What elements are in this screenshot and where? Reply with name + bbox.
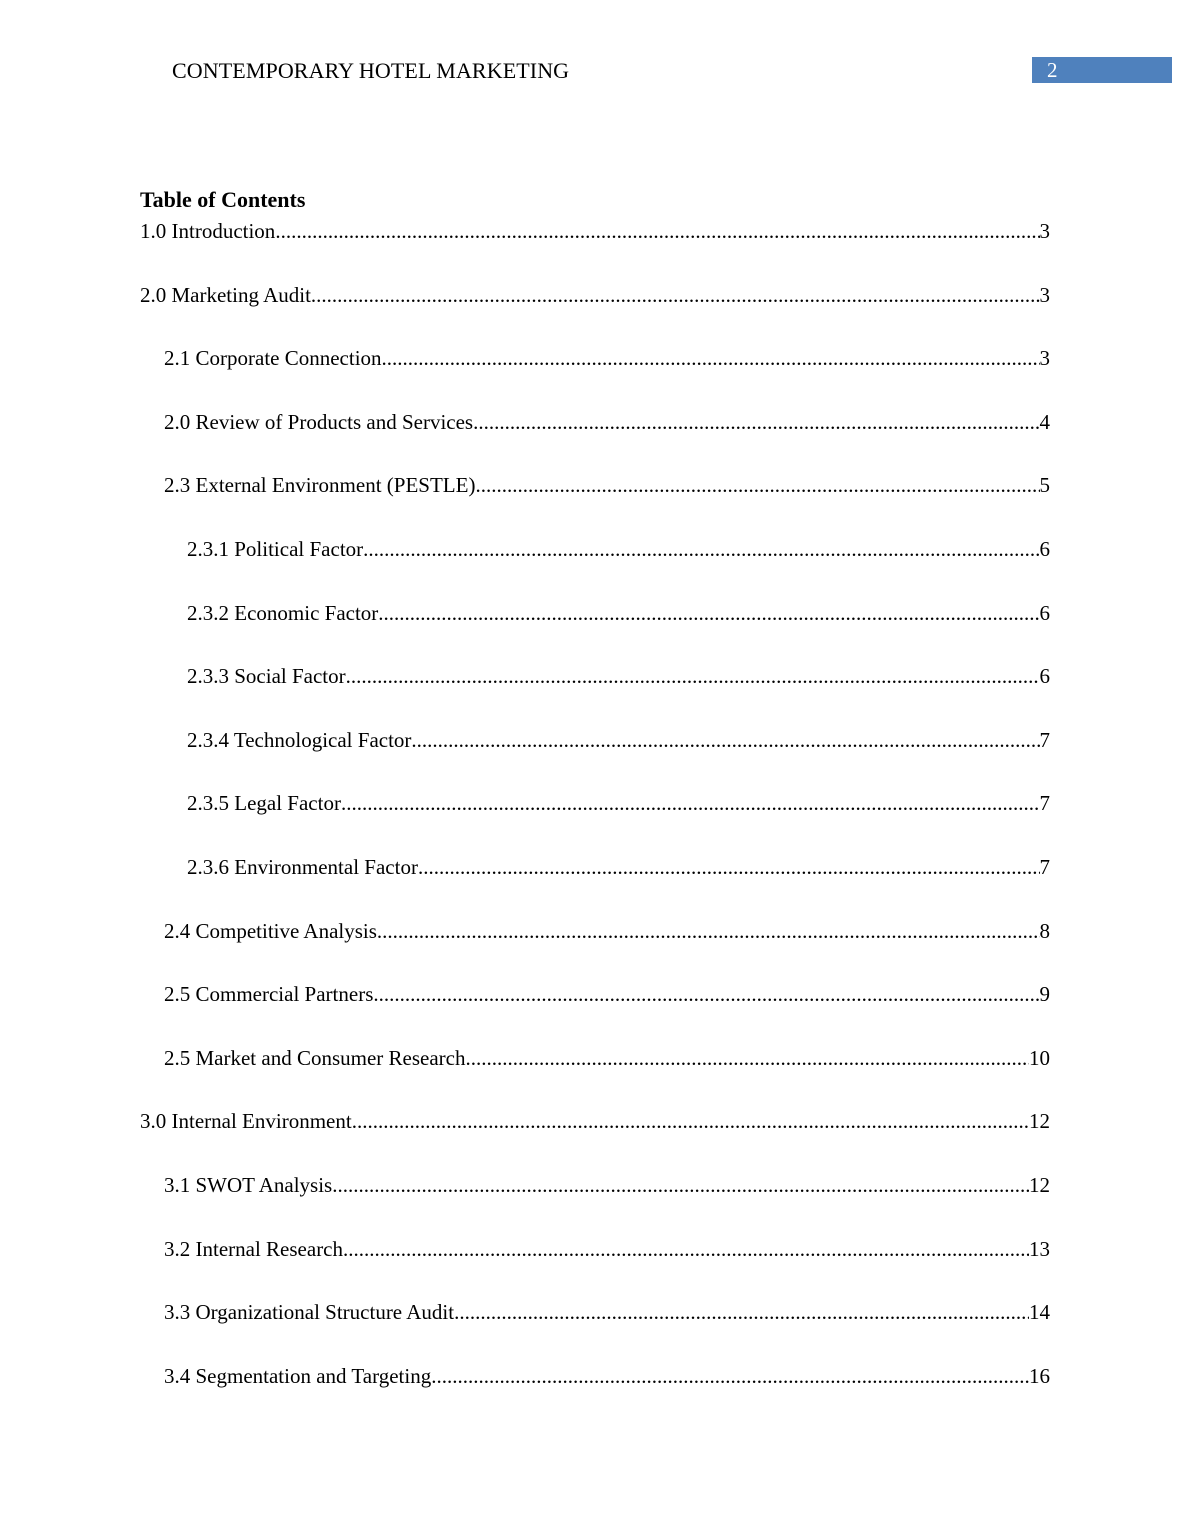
toc-entry-page: 3 <box>1039 346 1050 371</box>
toc-leader-dots <box>332 1171 1029 1199</box>
toc-entry-text: 3.3 Organizational Structure Audit <box>164 1300 455 1325</box>
toc-entry-text: 1.0 Introduction <box>140 219 276 243</box>
toc-entry-page: 3 <box>1039 219 1050 243</box>
toc-entry[interactable] <box>140 599 1050 663</box>
toc-entry-text: 3.1 SWOT Analysis <box>164 1172 333 1197</box>
toc-leader-dots <box>352 1107 1029 1135</box>
toc-entry[interactable] <box>140 1171 1050 1235</box>
toc-entry[interactable] <box>140 344 1050 408</box>
toc-entry-page: 7 <box>1039 727 1050 752</box>
toc-leader-dots <box>341 789 1040 817</box>
toc-entry-page: 12 <box>1029 1172 1050 1197</box>
toc-entry[interactable] <box>140 917 1050 981</box>
toc-entry-text: 3.2 Internal Research <box>164 1236 344 1261</box>
toc-entry-page: 9 <box>1039 982 1050 1007</box>
toc-entry-text: 2.3.5 Legal Factor <box>187 791 341 816</box>
toc-leader-dots <box>363 535 1039 563</box>
toc-entry-page: 7 <box>1039 854 1050 879</box>
toc-entry-text: 2.3.2 Economic Factor <box>187 600 379 625</box>
toc-entry[interactable] <box>140 281 1050 345</box>
toc-entry[interactable] <box>140 1362 1050 1426</box>
toc-leader-dots <box>373 980 1039 1008</box>
toc-entry-text: 2.3.6 Environmental Factor <box>187 854 418 879</box>
toc-entry-text: 2.0 Review of Products and Services <box>164 409 474 434</box>
toc-entry-text: 2.3 External Environment (PESTLE) <box>164 473 476 498</box>
toc-leader-dots <box>346 662 1040 690</box>
toc-leader-dots <box>431 1362 1029 1390</box>
toc-leader-dots <box>378 599 1039 627</box>
toc-entry-page: 6 <box>1039 664 1050 689</box>
toc-leader-dots <box>382 344 1040 372</box>
toc-title: Table of Contents <box>140 187 306 212</box>
toc-entry-text: 2.0 Marketing Audit <box>140 282 311 307</box>
page-number-badge <box>1032 57 1172 83</box>
toc-entry[interactable] <box>140 1107 1050 1171</box>
toc-entry-page: 13 <box>1029 1236 1050 1261</box>
toc-leader-dots <box>343 1235 1029 1263</box>
toc-leader-dots <box>411 726 1039 754</box>
toc-entry[interactable] <box>140 789 1050 853</box>
toc-entry[interactable] <box>140 1235 1050 1299</box>
toc-entry-page: 12 <box>1029 1109 1050 1134</box>
toc-entry-page: 4 <box>1039 409 1050 434</box>
toc-entry-page: 16 <box>1029 1363 1050 1388</box>
toc-entry[interactable] <box>140 535 1050 599</box>
page-number: 2 <box>1047 58 1058 82</box>
toc-entry-text: 2.4 Competitive Analysis <box>164 918 377 943</box>
toc-leader-dots <box>377 917 1040 945</box>
toc-entry[interactable] <box>140 662 1050 726</box>
toc-leader-dots <box>475 471 1039 499</box>
toc-leader-dots <box>275 217 1039 245</box>
toc-leader-dots <box>454 1298 1029 1326</box>
toc-entry-page: 10 <box>1029 1045 1050 1070</box>
toc-entry-text: 2.3.3 Social Factor <box>187 664 346 689</box>
toc-entry-text: 2.5 Commercial Partners <box>164 982 374 1007</box>
toc-entry-page: 3 <box>1039 282 1050 307</box>
toc-leader-dots <box>311 281 1040 309</box>
toc-leader-dots <box>418 853 1040 881</box>
toc-entry-text: 3.0 Internal Environment <box>140 1109 352 1134</box>
toc-entry[interactable] <box>140 726 1050 790</box>
toc-entry[interactable] <box>140 853 1050 917</box>
toc-leader-dots <box>473 408 1039 436</box>
toc-entry-page: 6 <box>1039 536 1050 561</box>
toc-entry[interactable] <box>140 471 1050 535</box>
toc-entry-text: 2.5 Market and Consumer Research <box>164 1045 466 1070</box>
toc-entry-page: 8 <box>1039 918 1050 943</box>
toc-entry[interactable] <box>140 217 1050 281</box>
toc-entry-page: 5 <box>1039 473 1050 498</box>
running-head: CONTEMPORARY HOTEL MARKETING <box>172 58 570 83</box>
toc-entry-text: 3.4 Segmentation and Targeting <box>164 1363 432 1388</box>
toc-entry[interactable] <box>140 408 1050 472</box>
toc-list <box>140 217 1050 1425</box>
toc-entry-page: 7 <box>1039 791 1050 816</box>
toc-entry[interactable] <box>140 980 1050 1044</box>
toc-entry-page: 14 <box>1029 1300 1050 1325</box>
toc-entry-text: 2.1 Corporate Connection <box>164 346 382 371</box>
toc-entry-page: 6 <box>1039 600 1050 625</box>
toc-leader-dots <box>466 1044 1030 1072</box>
toc-entry[interactable] <box>140 1044 1050 1108</box>
toc-entry-text: 2.3.4 Technological Factor <box>187 727 412 752</box>
toc-entry-text: 2.3.1 Political Factor <box>187 536 364 561</box>
toc-entry[interactable] <box>140 1298 1050 1362</box>
